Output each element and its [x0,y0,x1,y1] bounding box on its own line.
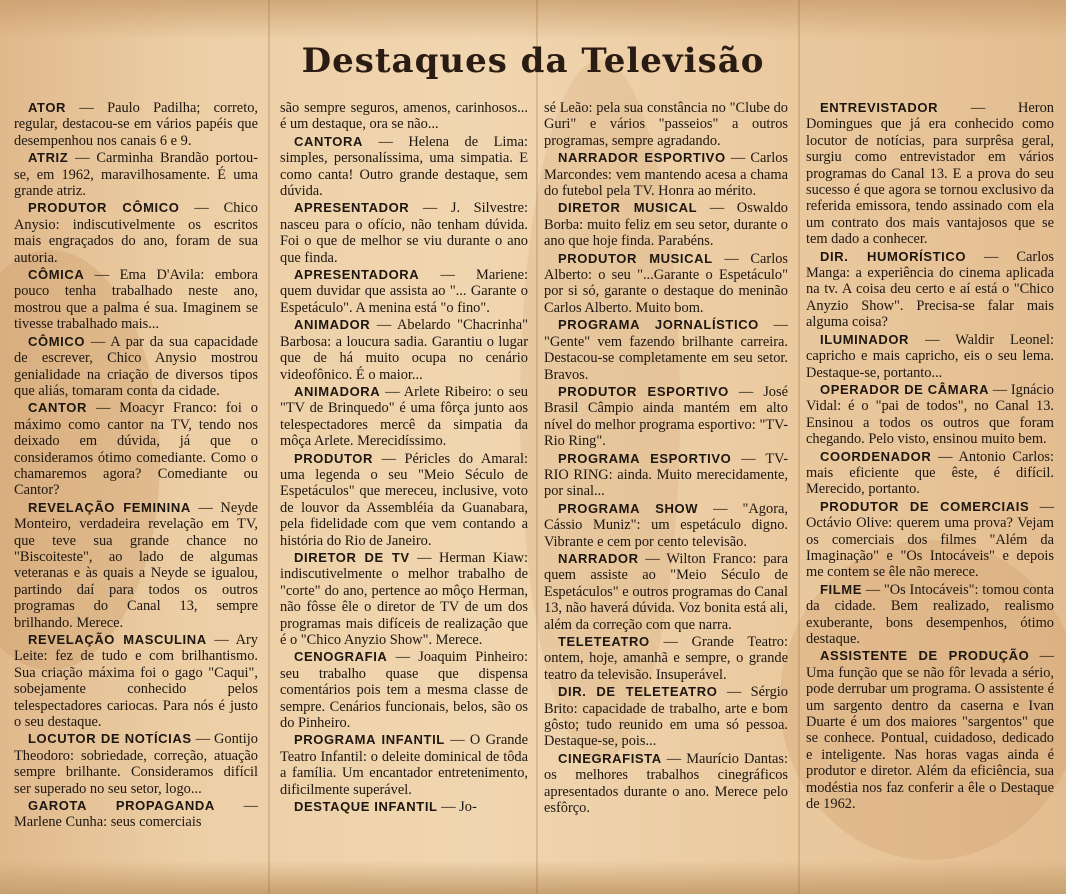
entry-text: — Octávio Olive: querem uma prova? Vejam os comerciais dos filmes "Além da Imaginação" e "Os Intocáveis" e depois me contem se êle não merece. [806,498,1054,581]
entry-text: — Oswaldo Borba: muito feliz em seu setor, durante o ano que hoje finda. Parabéns. [544,200,788,250]
entry-category: CANTOR [28,400,87,416]
entry-category: OPERADOR DE CÂMARA [820,381,990,397]
article-entry [544,751,788,817]
entry-category: DIRETOR DE TV [294,549,410,565]
entry-category: APRESENTADORA [294,267,420,283]
article-entry [544,551,788,633]
article-entry [544,684,788,750]
entry-category: REVELAÇÃO MASCULINA [28,632,207,647]
entry-text: — Antonio Carlos: mais eficiente que êste, é difícil. Merecido, portanto. [806,448,1054,498]
article-entry [280,799,528,815]
entry-text: — Jo- [441,799,477,816]
article-entry [14,100,258,149]
article-entry [544,100,788,149]
entry-text: — Abelardo "Chacrinha" Barbosa: a loucura sadia. Garantiu o lugar que de há muito ocupa no cenário videofônico. É o maior... [280,317,528,383]
entry-text: são sempre seguros, amenos, carinhosos... é um destaque, ora se não... [280,100,528,133]
article-entry [280,550,528,648]
article-entry [806,582,1054,648]
article-entry [544,451,788,500]
article-entry [544,317,788,383]
entry-category: ANIMADOR [294,317,371,333]
entry-category: DESTAQUE INFANTIL [294,799,438,815]
article-entry [280,451,528,549]
entry-text: — Maurício Dantas: os melhores trabalhos cinegráficos apresentados durante o ano. Merece pelo esfôrço. [544,750,788,817]
entry-category: PROGRAMA JORNALÍSTICO [558,317,759,333]
entry-text: — Ema D'Avila: embora pouco tenha trabalhado neste ano, mostrou que a palma é sua. Imaginem se tivesse trabalhado mais... [14,267,258,333]
entry-category: ATOR [28,100,67,115]
entry-text: — Herman Kiaw: indiscutivelmente o melhor trabalho de "corte" do ano, pertence ao môço Herman, não fôsse êle o diretor de TV de um dos programas mais difíceis de realização que é o "Chico Anyzio Show". Merece. [280,549,528,648]
entry-category: PROGRAMA SHOW [558,500,699,516]
column-fold [536,0,538,894]
article-column-3 [544,100,788,817]
entry-text: — "Os Intocáveis": tomou conta da cidade. Bem realizado, realismo exuberante, bons desempenhos, ótimo destaque. [806,581,1054,647]
entry-text: sé Leão: pela sua constância no "Clube do Guri" e vários "passeios" a outros programas, sempre agradando. [544,100,788,149]
entry-text: — Heron Domingues que já era conhecido como locutor de notícias, para surprêsa geral, surgiu como entrevistador em vários programas do Canal 13. E a prova do seu sucesso é que agora se tornou exclusivo da referida emissora, tendo assinado com ela um contrato dos mais vantajosos que se tem dado a conhecer. [806,100,1054,248]
entry-category: CANTORA [294,133,363,149]
paper-stain-top [0,0,1066,40]
entry-text: — Moacyr Franco: foi o máximo como cantor na TV, tendo nos deixado em dúvida, já que o consideramos ótimo comediante. Como o chamaremos agora? Comediante ou Cantor? [14,400,258,499]
entry-text: — Péricles do Amaral: uma legenda o seu "Meio Século de Espetáculos" que mereceu, inclusive, voto de louvor da Assembléia da Guanabara, pela fidelidade com que vem contando a história do Rio de Janeiro. [280,450,528,549]
entry-text: — "Agora, Cássio Muniz": um espetáculo digno. Vibrante e cem por cento televisão. [544,500,788,550]
entry-category: DIR. DE TELETEATRO [558,684,718,700]
entry-category: GAROTA PROPAGANDA [28,798,215,814]
entry-category: COORDENADOR [820,448,932,464]
paper-stain-bottom [0,860,1066,894]
entry-category: DIRETOR MUSICAL [558,200,698,216]
entry-text: — Neyde Monteiro, verdadeira revelação em TV, que teve sua grande chance no "Biscoiteste", ao lado de algumas veteranas e às quais a Neyde se igualou, partindo daí para todos os outros programas do Canal 13, sempre brilhando. Merece. [14,499,258,631]
article-entry [14,200,258,266]
article-entry [280,134,528,200]
article-entry [544,384,788,450]
article-entry [14,731,258,797]
page-title: Destaques da Televisão [301,40,765,81]
article-entry [544,200,788,249]
entry-category: ANIMADORA [294,383,381,399]
entry-category: CÔMICO [28,333,86,349]
article-column-2 [280,100,528,816]
article-entry [544,634,788,683]
entry-text: — J. Silvestre: nasceu para o ofício, não tenham dúvida. Foi o que de melhor se viu durante o ano que finda. [280,200,528,266]
entry-category: ILUMINADOR [820,331,910,347]
article-entry [14,798,258,831]
entry-category: ENTREVISTADOR [820,100,939,115]
entry-text: — Wilton Franco: para quem assiste ao "Meio Século de Espetáculos" e outros programas do Canal 13, não haverá dúvida. Voz bonita está ali, além da correção com que narra. [544,550,788,633]
entry-text: — Mariene: quem duvidar que assista ao "... Garante o Espetáculo". A menina está "o fino". [280,267,528,316]
column-fold [268,0,270,894]
article-entry [280,732,528,798]
article-entry [806,449,1054,498]
entry-text: — TV-RIO RING: ainda. Muito merecidamente, por sinal... [544,450,788,500]
entry-category: NARRADOR ESPORTIVO [558,150,726,166]
entry-text: — O Grande Teatro Infantil: o deleite dominical de tôda a família. Um encantador entretenimento, dificilmente superável. [280,732,528,798]
article-entry [806,648,1054,812]
entry-category: PROGRAMA INFANTIL [294,732,445,748]
entry-category: ATRIZ [28,150,69,166]
article-entry [280,649,528,731]
entry-category: NARRADOR [558,550,639,566]
article-entry [544,501,788,550]
entry-text: — Carlos Alberto: o seu "...Garante o Espetáculo" por si só, garante o destaque do meninão Carlos Alberto. Muito bom. [544,250,788,316]
entry-category: PRODUTOR ESPORTIVO [558,383,729,399]
entry-category: APRESENTADOR [294,200,410,216]
entry-category: CÔMICA [28,267,85,283]
entry-category: LOCUTOR DE NOTÍCIAS [28,731,192,747]
article-entry [14,400,258,498]
entry-text: — Grande Teatro: ontem, hoje, amanhã e sempre, o grande teatro da televisão. Insuperável. [544,634,788,683]
article-column-1 [14,100,258,832]
article-entry [806,249,1054,331]
entry-category: PROGRAMA ESPORTIVO [558,450,732,466]
entry-category: CENOGRAFIA [294,649,388,665]
article-entry [14,500,258,631]
article-entry [544,251,788,317]
entry-text: — Gontijo Theodoro: sobriedade, correção, atuação sempre brilhante. Consideramos difícil ser superado no seu setor, logo... [14,731,258,797]
entry-text: — "Gente" vem fazendo brilhante carreira. Destacou-se completamente em seu setor. Bravos. [544,317,788,383]
column-fold [798,0,800,894]
entry-category: FILME [820,581,862,597]
article-entry [806,100,1054,248]
article-entry [280,100,528,133]
entry-category: PRODUTOR [294,450,373,466]
entry-category: TELETEATRO [558,634,650,649]
entry-category: REVELAÇÃO FEMININA [28,499,191,515]
entry-category: PRODUTOR CÔMICO [28,200,180,216]
article-entry [806,332,1054,381]
entry-text: — Carlos Manga: a experiência do cinema aplicada na tv. A coisa deu certo e aí está o "Chico Anyzio Show". Precisa-se falar mais alguma coisa? [806,248,1054,331]
article-entry [280,384,528,450]
entry-category: DIR. HUMORÍSTICO [820,248,967,264]
entry-text: — Carminha Brandão portou-se, em 1962, maravilhosamente. É uma grande atriz. [14,150,258,200]
article-entry [806,499,1054,581]
entry-text: — Waldir Leonel: capricho e mais capricho, eis o seu lema. Destaque-se, portanto... [806,331,1054,381]
article-entry [14,334,258,400]
article-entry [14,267,258,333]
article-entry [544,150,788,199]
article-column-4 [806,100,1054,813]
entry-text: — A par da sua capacidade de escrever, Chico Anysio mostrou genialidade na criação de diversos tipos que aliás, tomaram conta da cidade. [14,333,258,399]
article-entry [14,632,258,730]
entry-text: — Sérgio Brito: capacidade de trabalho, arte e bom gôsto; tudo reunido em uma só pessoa. Destaque-se, pois... [544,684,788,750]
entry-text: — Paulo Padilha; correto, regular, destacou-se em vários papéis que desempenhou nos canais 6 e 9. [14,100,258,149]
entry-text: — Ignácio Vidal: é o "pai de todos", no Canal 13. Ensinou a todos os outros que foram chegando. Pelo visto, ensinou muito bem. [806,381,1054,448]
entry-category: CINEGRAFISTA [558,750,662,766]
article-entry [280,200,528,266]
entry-category: ASSISTENTE DE PRODUÇÃO [820,648,1030,664]
article-entry [280,317,528,383]
entry-text: — Helena de Lima: simples, personalíssima, uma simpatia. E como canta! Outro grande destaque, sem dúvida. [280,133,528,200]
entry-text: — José Brasil Câmpio ainda mantém em alto nível do melhor programa esportivo: "TV-Rio Ring". [544,383,788,450]
entry-text: — Uma função que se não fôr levada a sério, pode derrubar um programa. O assistente é um sargento dentro da caserna e Ivan Duarte é um dos maiores "sargentos" que se conhece. Pontual, cuidadoso, dedicado e inteligente. Nas horas vagas ainda é produtor e diretor. Além da eficiência, sua modéstia nos faz conferir a êle o Destaque de 1962. [806,648,1054,813]
entry-text: — Joaquim Pinheiro: seu trabalho quase que dispensa comentários pois tem a mesma classe de sempre. Cenários funcionais, belos, são os do Pinheiro. [280,649,528,732]
entry-text: — Arlete Ribeiro: o seu "TV de Brinquedo" é uma fôrça junto aos telespectadores mercê da simpatia da môça Arlete. Merecidíssimo. [280,383,528,450]
entry-text: — Carlos Marcondes: vem mantendo acesa a chama do futebol pela TV. Honra ao mérito. [544,150,788,200]
article-entry [14,150,258,199]
entry-text: — Chico Anysio: indiscutivelmente os escritos mais engraçados do ano, foram de sua autoria. [14,200,258,266]
entry-category: PRODUTOR DE COMERCIAIS [820,498,1030,514]
entry-text: — Ary Leite: fez de tudo e com brilhantismo. Sua criação máxima foi o gago "Caqui", sobejamente conhecido pelos telespectadores cariocas. Para nós é justo o seu destaque. [14,632,258,731]
article-entry [280,267,528,316]
entry-category: PRODUTOR MUSICAL [558,250,713,266]
article-entry [806,382,1054,448]
entry-text: — Marlene Cunha: seus comerciais [14,798,258,831]
